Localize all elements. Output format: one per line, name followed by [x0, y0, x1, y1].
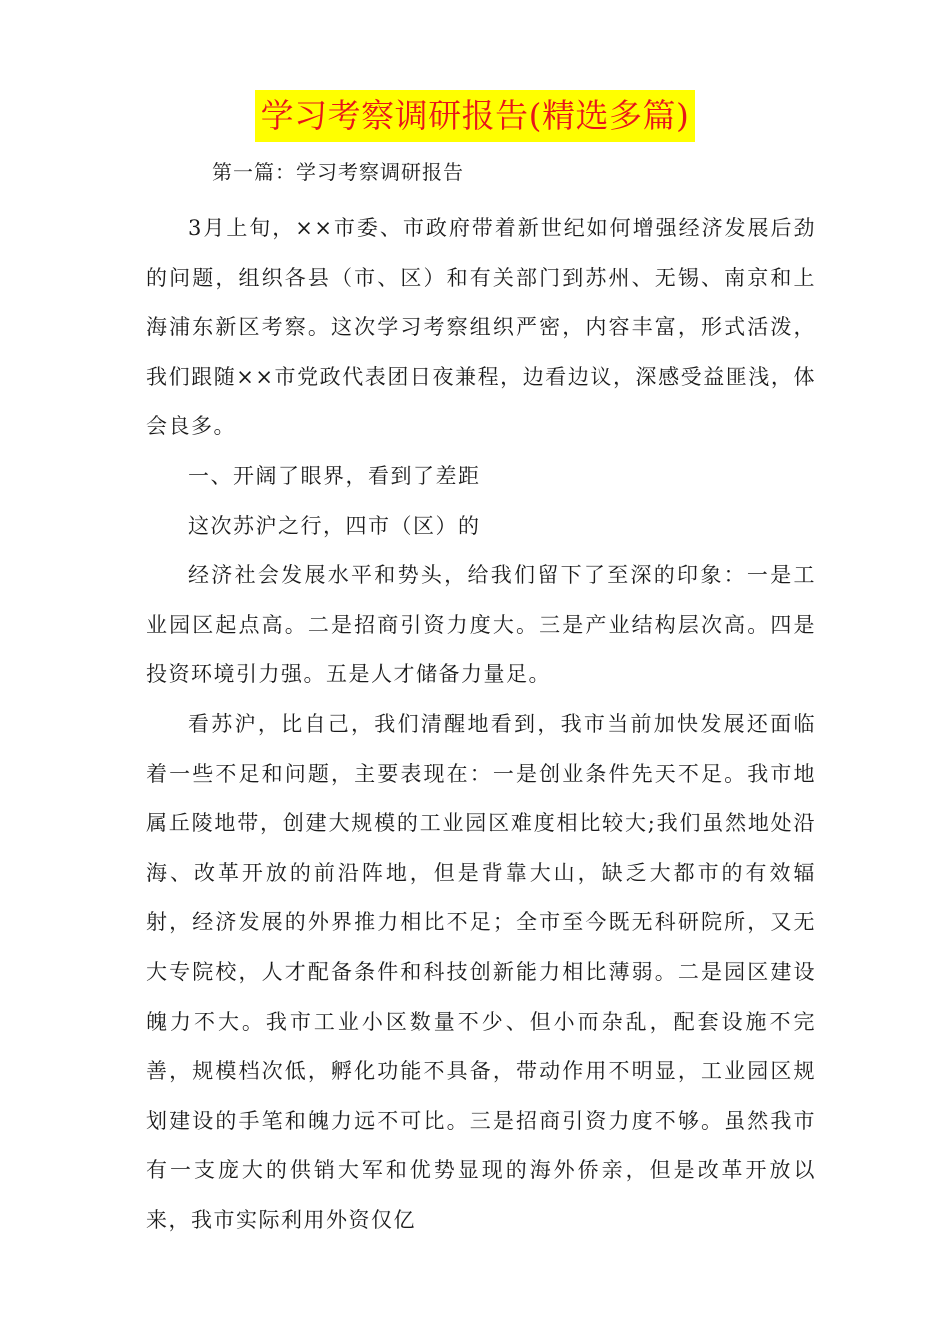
paragraph-section-heading: 一、开阔了眼界，看到了差距 [188, 463, 481, 488]
document-title: 学习考察调研报告(精选多篇) [255, 90, 696, 142]
paragraph-problems: 看苏沪，比自己，我们清醒地看到，我市当前加快发展还面临着一些不足和问题，主要表现在：一是创业条件先天不足。我市地属丘陵地带，创建大规模的工业园区难度相比较大;我们虽然地处沿海、改革开放的前沿阵地，但是背靠大山，缺乏大都市的有效辐射，经济发展的外界推力相比不足；全市至今既无科研院所，又无大专院校，人才配备条件和科技创新能力相比薄弱。二是园区建设魄力不大。我市工业小区数量不少、但小而杂乱，配套设施不完善，规模档次低，孵化功能不具备，带动作用不明显，工业园区规划建设的手笔和魄力远不可比。三是招商引资力度不够。虽然我市有一支庞大的供销大军和优势显现的海外侨亲，但是改革开放以来，我市实际利用外资仅亿 [146, 711, 816, 1232]
paragraph-impressions: 经济社会发展水平和势头，给我们留下了至深的印象：一是工业园区起点高。二是招商引资力度大。三是产业结构层次高。四是投资环境引力强。五是人才储备力量足。 [146, 563, 816, 687]
paragraph-fragment: 这次苏沪之行，四市（区）的 [188, 513, 481, 538]
title-wrap [0, 90, 950, 142]
paragraph-intro: 3月上旬，××市委、市政府带着新世纪如何增强经济发展后劲的问题，组织各县（市、区）和有关部门到苏州、无锡、南京和上海浦东新区考察。这次学习考察组织严密，内容丰富，形式活泼，我们跟随××市党政代表团日夜兼程，边看边议，深感受益匪浅，体会良多。 [146, 216, 816, 439]
section-subheading: 第一篇：学习考察调研报告 [212, 160, 464, 184]
body-text [146, 204, 816, 1245]
